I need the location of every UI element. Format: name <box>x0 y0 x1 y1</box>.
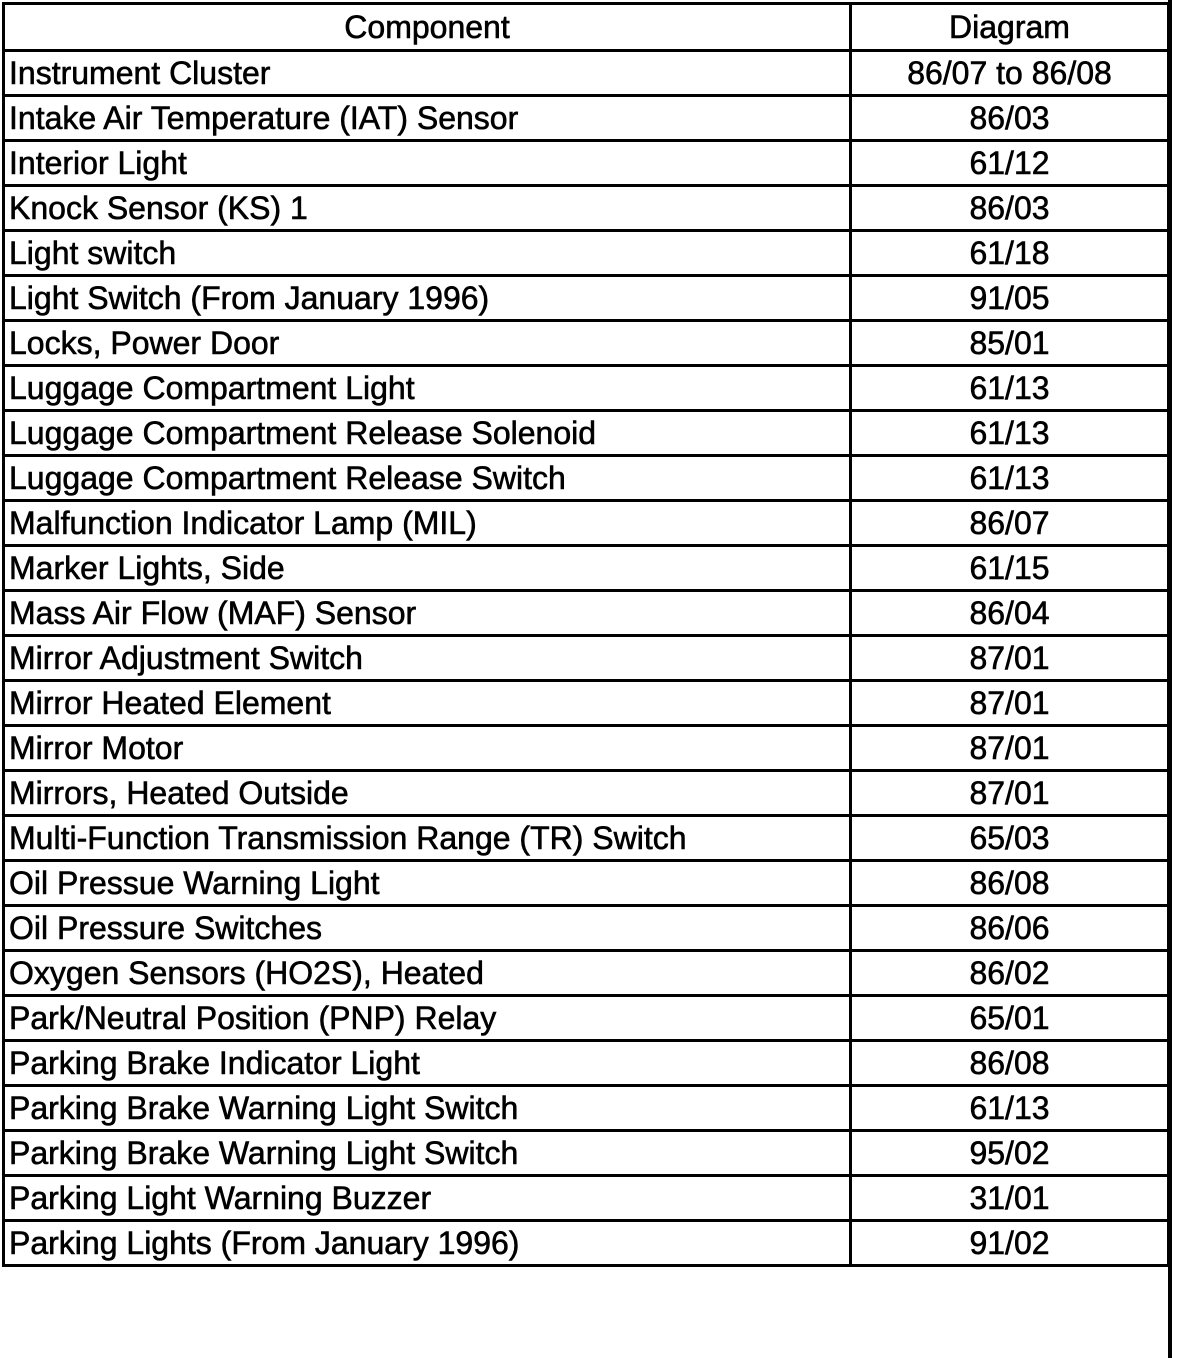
diagram-cell: 61/13 <box>851 1086 1169 1131</box>
component-cell: Oil Pressure Switches <box>4 906 851 951</box>
table-row <box>4 546 1169 591</box>
column-header-component: Component <box>4 4 851 51</box>
table-row <box>4 96 1169 141</box>
table-row <box>4 906 1169 951</box>
right-border-line <box>1168 0 1172 1358</box>
table-row <box>4 861 1169 906</box>
table-row <box>4 951 1169 996</box>
table-row <box>4 141 1169 186</box>
diagram-cell: 86/03 <box>851 96 1169 141</box>
component-cell: Parking Light Warning Buzzer <box>4 1176 851 1221</box>
diagram-cell: 86/08 <box>851 1041 1169 1086</box>
table-row <box>4 726 1169 771</box>
component-cell: Luggage Compartment Light <box>4 366 851 411</box>
header-row <box>4 4 1169 51</box>
table-row <box>4 771 1169 816</box>
component-cell: Light Switch (From January 1996) <box>4 276 851 321</box>
diagram-cell: 87/01 <box>851 681 1169 726</box>
component-cell: Parking Brake Warning Light Switch <box>4 1131 851 1176</box>
component-cell: Mirror Motor <box>4 726 851 771</box>
component-diagram-table-container <box>2 2 1167 1267</box>
component-cell: Mass Air Flow (MAF) Sensor <box>4 591 851 636</box>
component-cell: Parking Lights (From January 1996) <box>4 1221 851 1266</box>
component-cell: Light switch <box>4 231 851 276</box>
component-cell: Oil Pressue Warning Light <box>4 861 851 906</box>
diagram-cell: 61/13 <box>851 366 1169 411</box>
diagram-cell: 86/03 <box>851 186 1169 231</box>
table-row <box>4 456 1169 501</box>
table-row <box>4 231 1169 276</box>
component-cell: Luggage Compartment Release Solenoid <box>4 411 851 456</box>
diagram-cell: 87/01 <box>851 636 1169 681</box>
table-row <box>4 366 1169 411</box>
table-row <box>4 1221 1169 1266</box>
component-cell: Marker Lights, Side <box>4 546 851 591</box>
table-body <box>4 51 1169 1266</box>
diagram-cell: 86/04 <box>851 591 1169 636</box>
diagram-cell: 86/07 to 86/08 <box>851 51 1169 96</box>
diagram-cell: 86/07 <box>851 501 1169 546</box>
component-cell: Parking Brake Indicator Light <box>4 1041 851 1086</box>
component-cell: Instrument Cluster <box>4 51 851 96</box>
diagram-cell: 61/13 <box>851 411 1169 456</box>
diagram-cell: 65/03 <box>851 816 1169 861</box>
component-diagram-table <box>2 2 1170 1267</box>
component-cell: Parking Brake Warning Light Switch <box>4 1086 851 1131</box>
diagram-cell: 65/01 <box>851 996 1169 1041</box>
column-header-diagram: Diagram <box>851 4 1169 51</box>
table-row <box>4 501 1169 546</box>
diagram-cell: 95/02 <box>851 1131 1169 1176</box>
diagram-cell: 87/01 <box>851 726 1169 771</box>
table-row <box>4 1131 1169 1176</box>
diagram-cell: 85/01 <box>851 321 1169 366</box>
table-row <box>4 321 1169 366</box>
table-header <box>4 4 1169 51</box>
component-cell: Locks, Power Door <box>4 321 851 366</box>
component-cell: Knock Sensor (KS) 1 <box>4 186 851 231</box>
component-cell: Malfunction Indicator Lamp (MIL) <box>4 501 851 546</box>
diagram-cell: 86/06 <box>851 906 1169 951</box>
table-row <box>4 411 1169 456</box>
table-row <box>4 681 1169 726</box>
table-row <box>4 1086 1169 1131</box>
table-row <box>4 276 1169 321</box>
table-row <box>4 1041 1169 1086</box>
component-cell: Oxygen Sensors (HO2S), Heated <box>4 951 851 996</box>
component-cell: Multi-Function Transmission Range (TR) Switch <box>4 816 851 861</box>
table-row <box>4 636 1169 681</box>
table-row <box>4 51 1169 96</box>
table-row <box>4 1176 1169 1221</box>
diagram-cell: 91/05 <box>851 276 1169 321</box>
diagram-cell: 31/01 <box>851 1176 1169 1221</box>
component-cell: Luggage Compartment Release Switch <box>4 456 851 501</box>
diagram-cell: 87/01 <box>851 771 1169 816</box>
component-cell: Mirror Adjustment Switch <box>4 636 851 681</box>
component-cell: Mirrors, Heated Outside <box>4 771 851 816</box>
diagram-cell: 61/13 <box>851 456 1169 501</box>
table-row <box>4 816 1169 861</box>
component-cell: Interior Light <box>4 141 851 186</box>
diagram-cell: 91/02 <box>851 1221 1169 1266</box>
diagram-cell: 86/02 <box>851 951 1169 996</box>
component-cell: Intake Air Temperature (IAT) Sensor <box>4 96 851 141</box>
component-cell: Mirror Heated Element <box>4 681 851 726</box>
table-row <box>4 591 1169 636</box>
diagram-cell: 61/18 <box>851 231 1169 276</box>
diagram-cell: 86/08 <box>851 861 1169 906</box>
table-row <box>4 186 1169 231</box>
diagram-cell: 61/15 <box>851 546 1169 591</box>
diagram-cell: 61/12 <box>851 141 1169 186</box>
table-row <box>4 996 1169 1041</box>
component-cell: Park/Neutral Position (PNP) Relay <box>4 996 851 1041</box>
